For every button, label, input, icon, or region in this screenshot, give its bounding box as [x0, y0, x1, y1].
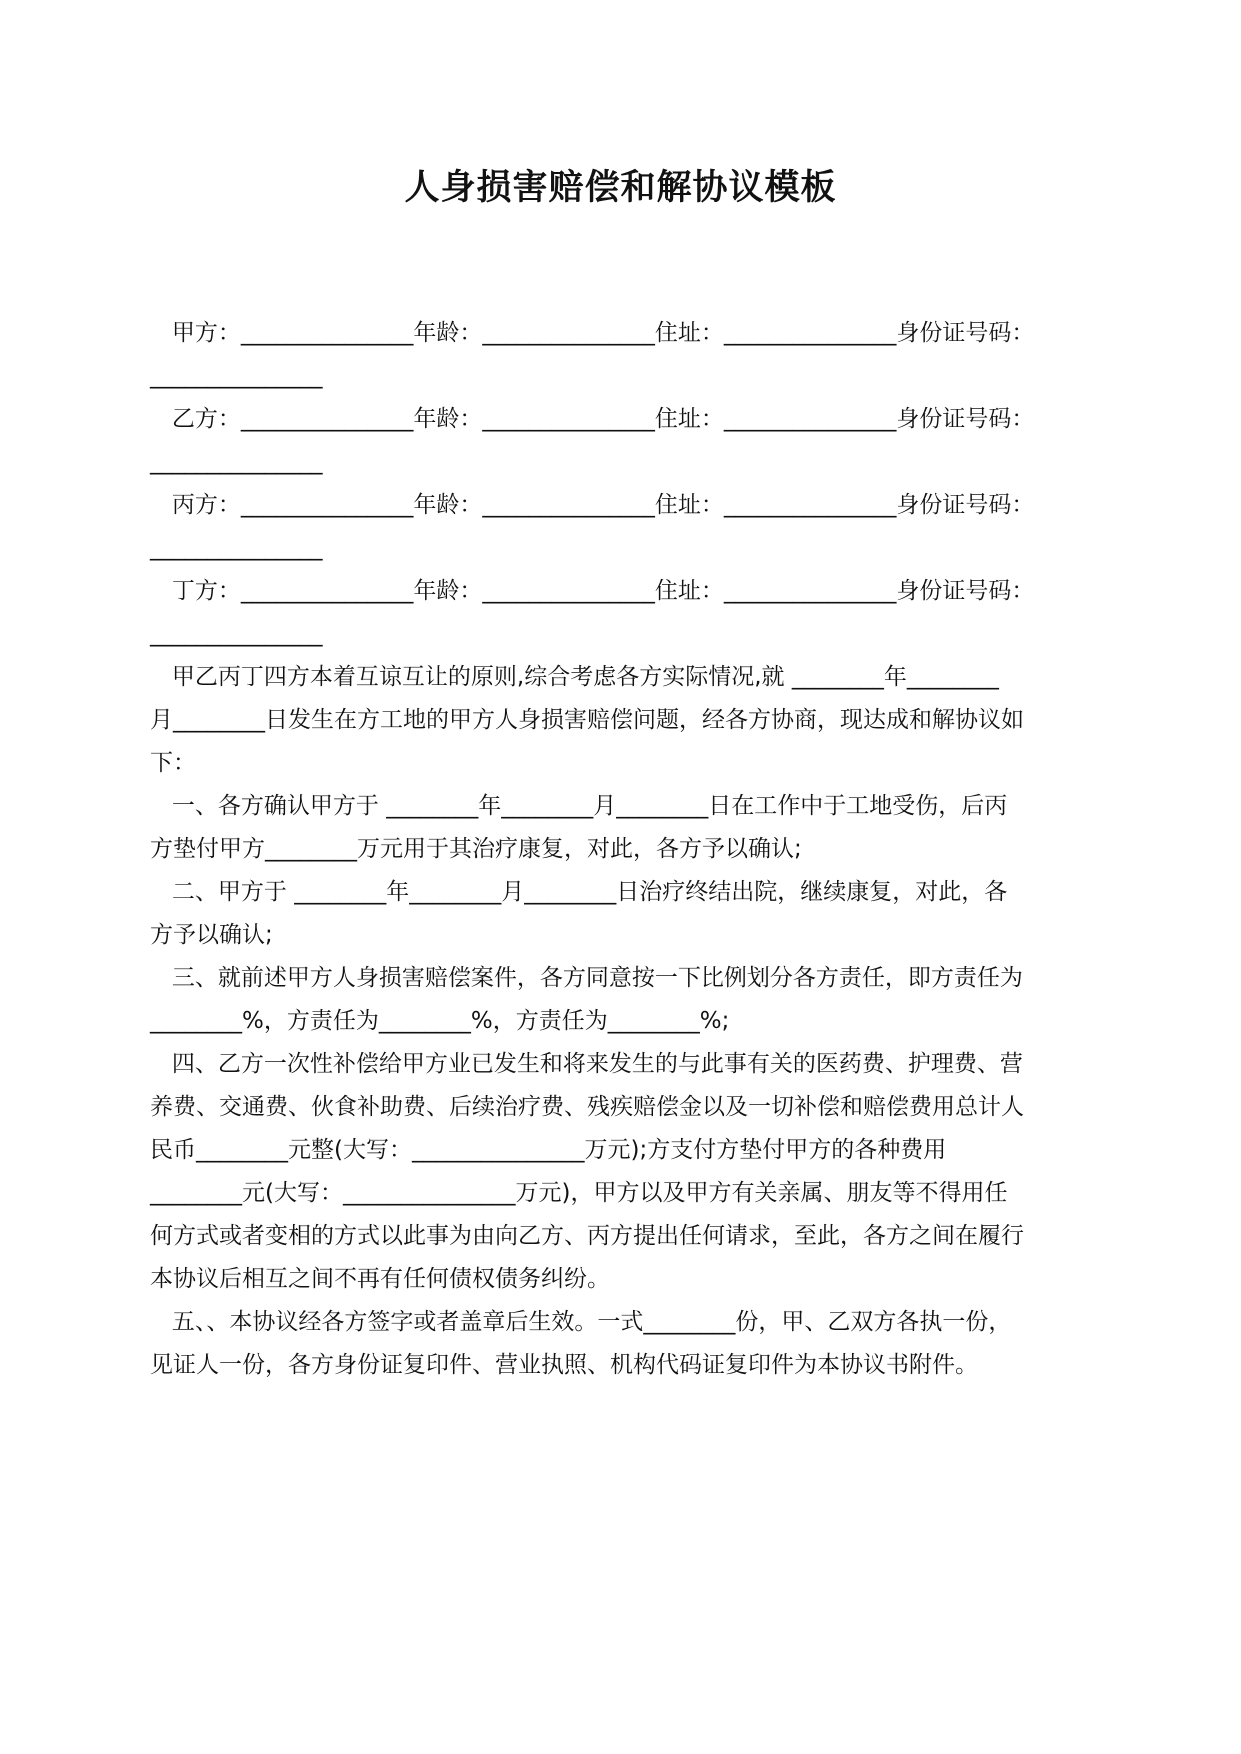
text-line: 乙方：_______________年龄：_______________住址：_______________身份证号码： [150, 406, 1035, 432]
text-line: 一、各方确认甲方于 ________年________月________日在工作中于工地受伤，后丙 [150, 793, 1008, 819]
text-line: ________元(大写：_______________万元)，甲方以及甲方有关亲属、朋友等不得用任 [150, 1180, 1008, 1206]
text-line: 五、、本协议经各方签字或者盖章后生效。一式________份，甲、乙双方各执一份， [150, 1309, 1012, 1335]
text-line: _______________ [150, 449, 323, 475]
text-line: 方予以确认; [150, 922, 273, 948]
text-line: 三、就前述甲方人身损害赔偿案件，各方同意按一下比例划分各方责任，即方责任为 [150, 965, 1023, 991]
document-title: 人身损害赔偿和解协议模板 [404, 168, 837, 208]
text-line: 民币________元整(大写：_______________万元);方支付方垫付甲方的各种费用 [150, 1137, 947, 1163]
text-line: _______________ [150, 621, 323, 647]
text-line: 四、乙方一次性补偿给甲方业已发生和将来发生的与此事有关的医药费、护理费、营 [150, 1051, 1023, 1077]
text-line: _______________ [150, 363, 323, 389]
text-line: 养费、交通费、伙食补助费、后续治疗费、残疾赔偿金以及一切补偿和赔偿费用总计人 [150, 1094, 1024, 1120]
text-line: ________%，方责任为________%，方责任为________%; [150, 1008, 730, 1034]
text-line: 见证人一份，各方身份证复印件、营业执照、机构代码证复印件为本协议书附件。 [150, 1352, 978, 1378]
text-line: 方垫付甲方________万元用于其治疗康复，对此，各方予以确认; [150, 836, 802, 862]
text-line: 甲方：_______________年龄：_______________住址：_______________身份证号码： [150, 320, 1035, 346]
text-line: 二、甲方于 ________年________月________日治疗终结出院，继续康复，对此，各 [150, 879, 1008, 905]
text-line: 本协议后相互之间不再有任何债权债务纠纷。 [150, 1266, 610, 1292]
text-line: _______________ [150, 535, 323, 561]
text-line: 甲乙丙丁四方本着互谅互让的原则,综合考虑各方实际情况,就 ________年________ [150, 664, 999, 690]
text-line: 丙方：_______________年龄：_______________住址：_______________身份证号码： [150, 492, 1035, 518]
text-line: 丁方：_______________年龄：_______________住址：_______________身份证号码： [150, 578, 1035, 604]
text-line: 下： [150, 750, 196, 776]
text-line: 月________日发生在方工地的甲方人身损害赔偿问题，经各方协商，现达成和解协议如 [150, 707, 1024, 733]
text-line: 何方式或者变相的方式以此事为由向乙方、丙方提出任何请求，至此，各方之间在履行 [150, 1223, 1024, 1249]
